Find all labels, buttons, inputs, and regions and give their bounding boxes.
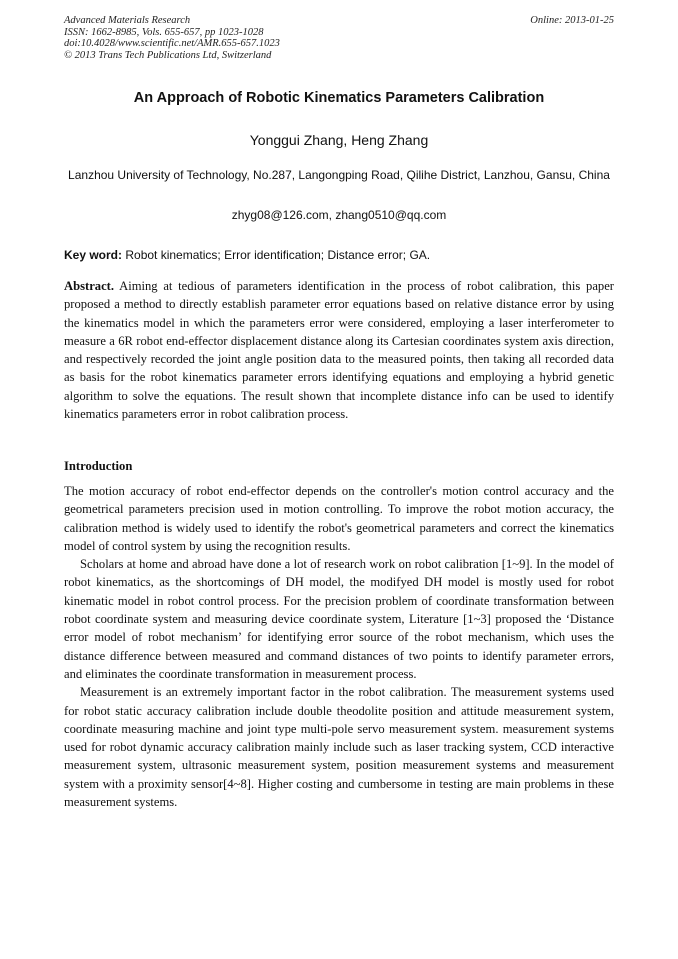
online-date: Online: 2013-01-25	[530, 15, 614, 26]
introduction-body	[64, 482, 614, 811]
doi-line: doi:10.4028/www.scientific.net/AMR.655-657.1023	[64, 38, 280, 49]
intro-paragraph: The motion accuracy of robot end-effector depends on the controller's motion control accuracy and the geometrical parameters precision used in motion controlling. To improve the robot motion accuracy, the calibration method is widely used to identify the robot's geometrical parameters and correct the kinematics model of control system by using the recognition results.	[64, 484, 614, 553]
abstract	[64, 277, 614, 423]
keywords	[64, 248, 614, 262]
issn-line: ISSN: 1662-8985, Vols. 655-657, pp 1023-1028	[64, 26, 264, 38]
keywords-text: Robot kinematics; Error identification; Distance error; GA.	[125, 248, 431, 262]
abstract-label: Abstract.	[64, 279, 115, 293]
paper-title: An Approach of Robotic Kinematics Parameters Calibration	[133, 90, 545, 106]
copyright-line: © 2013 Trans Tech Publications Ltd, Switzerland	[64, 49, 272, 61]
paper-authors: Yonggui Zhang, Heng Zhang	[249, 132, 429, 148]
abstract-text: Aiming at tedious of parameters identification in the process of robot calibration, this paper proposed a method to directly establish parameter error equations based on relative distance error by using the kinematics model in which the parameters error were considered, employing a laser interferometer to measure a 6R robot end-effector displacement distance along its Cartesian coordinates system axis direction, and respectively recorded the joint angle position data to the measured points, then taking all recorded data as basis for the robot kinematics parameter errors identifying equations and employing a hybrid genetic algorithm to solve the equations. The result shown that incomplete distance info can be used to identify kinematics parameters error in robot calibration process.	[64, 279, 614, 422]
keywords-label: Key word:	[64, 248, 123, 262]
intro-paragraph: Measurement is an extremely important factor in the robot calibration. The measurement systems used for robot static accuracy calibration include double theodolite position and attitude measurement system, coordinate measuring machine and joint type multi-pole servo measurement system. measurement systems used for robot dynamic accuracy calibration mainly include such as laser tracking system, CCD interactive measurement system, ultrasonic measurement system, position measurement systems and measurement system with a proximity sensor[4~8]. Higher costing and cumbersome in testing are main problems in these measurement systems.	[64, 685, 614, 810]
intro-paragraph: Scholars at home and abroad have done a lot of research work on robot calibration [1~9]. In the model of robot kinematics, as the shortcomings of DH model, the modifyed DH model is mostly used for robot kinematic model in robot control process. For the precision problem of coordinate transformation between robot coordinate system and measuring device coordinate system, Literature [1~3] proposed the ‘Distance error model of robot mechanism’ for identifying error source of the robot mechanism, which uses the distance difference between measured and command distances of two points to identify parameter errors, and eliminates the coordinate transformation in measurement process.	[64, 557, 614, 681]
author-emails: zhyg08@126.com, zhang0510@qq.com	[231, 208, 447, 222]
journal-header	[64, 15, 280, 61]
journal-name: Advanced Materials Research	[64, 15, 191, 26]
introduction-heading: Introduction	[64, 459, 133, 473]
affiliation: Lanzhou University of Technology, No.287, Langongping Road, Qilihe District, Lanzhou, Gansu, China	[68, 168, 610, 182]
